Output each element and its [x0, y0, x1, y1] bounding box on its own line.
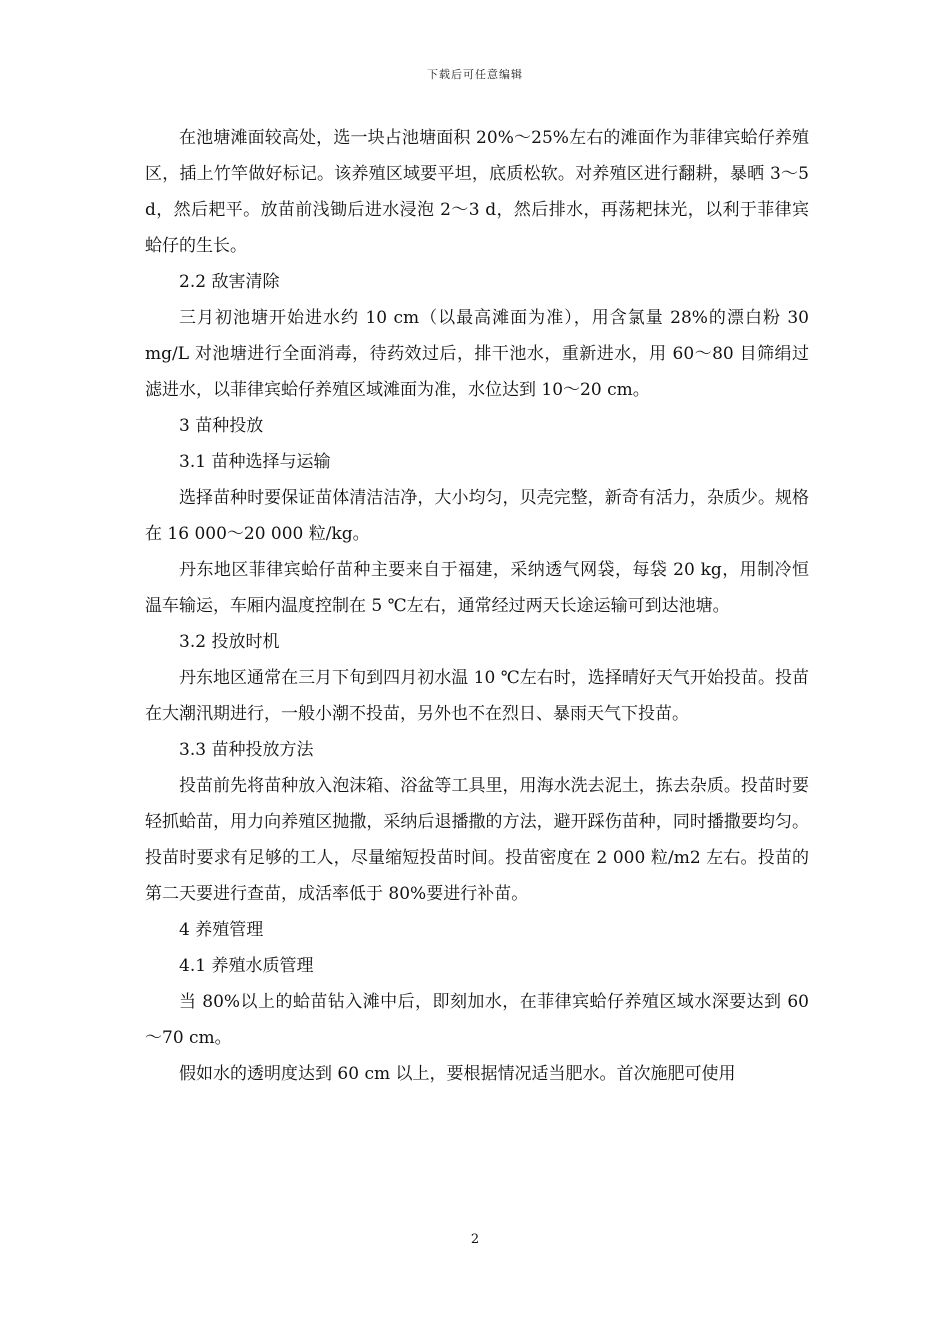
paragraph: 选择苗种时要保证苗体清洁洁净，大小均匀，贝壳完整，新奇有活力，杂质少。规格在 16 000～20 000 粒/kg。 [145, 488, 809, 544]
section-heading: 3.2 投放时机 [179, 632, 280, 652]
paragraph: 投苗前先将苗种放入泡沫箱、浴盆等工具里，用海水洗去泥土，拣去杂质。投苗时要轻抓蛤苗，用力向养殖区抛撒，采纳后退播撒的方法，避开踩伤苗种，同时播撒要均匀。投苗时要求有足够的工人，尽量缩短投苗时间。投苗密度在 2 000 粒/m2 左右。投苗的第二天要进行查苗，成活率低于 80%要进行补苗。 [145, 776, 809, 904]
section-heading: 3.1 苗种选择与运输 [179, 452, 331, 472]
section-heading: 3.3 苗种投放方法 [179, 740, 314, 760]
page-header: 下载后可任意编辑 [427, 68, 523, 81]
paragraph: 当 80%以上的蛤苗钻入滩中后，即刻加水，在菲律宾蛤仔养殖区域水深要达到 60～70 cm。 [145, 992, 809, 1048]
paragraph: 在池塘滩面较高处，选一块占池塘面积 20%～25%左右的滩面作为菲律宾蛤仔养殖区，插上竹竿做好标记。该养殖区域要平坦，底质松软。对养殖区进行翻耕，暴晒 3～5 d，然后耙平。放苗前浅锄后进水浸泡 2～3 d，然后排水，再荡耙抹光，以利于菲律宾蛤仔的生长。 [145, 128, 809, 256]
section-heading: 4.1 养殖水质管理 [179, 956, 314, 976]
paragraph: 假如水的透明度达到 60 cm 以上，要根据情况适当肥水。首次施肥可使用 [179, 1064, 736, 1084]
section-heading: 3 苗种投放 [179, 416, 264, 436]
section-heading: 4 养殖管理 [179, 920, 264, 940]
section-heading: 2.2 敌害清除 [179, 272, 280, 292]
paragraph: 丹东地区通常在三月下旬到四月初水温 10 ℃左右时，选择晴好天气开始投苗。投苗在大潮汛期进行，一般小潮不投苗，另外也不在烈日、暴雨天气下投苗。 [145, 668, 809, 724]
page-number: 2 [470, 1232, 480, 1247]
paragraph: 三月初池塘开始进水约 10 cm（以最高滩面为准），用含氯量 28%的漂白粉 30 mg/L 对池塘进行全面消毒，待药效过后，排干池水，重新进水，用 60～80 目筛绢过滤进水，以菲律宾蛤仔养殖区域滩面为准，水位达到 10～20 cm。 [145, 308, 809, 400]
paragraph: 丹东地区菲律宾蛤仔苗种主要来自于福建，采纳透气网袋，每袋 20 kg，用制冷恒温车输运，车厢内温度控制在 5 ℃左右，通常经过两天长途运输可到达池塘。 [145, 560, 809, 616]
document-body [145, 120, 809, 1092]
